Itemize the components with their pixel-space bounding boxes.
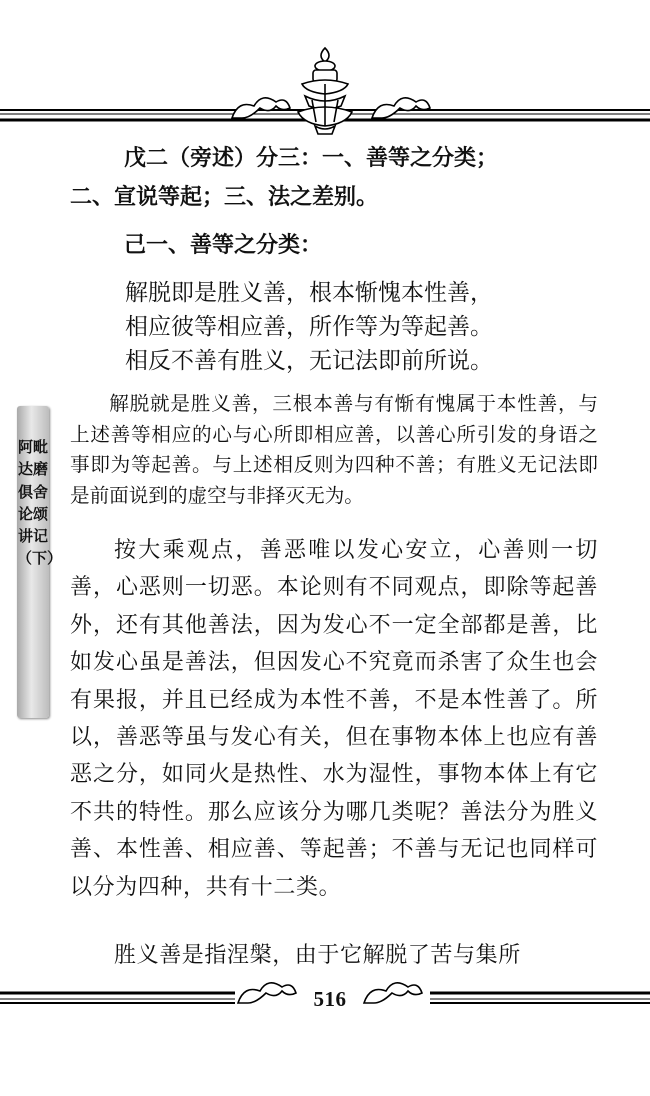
side-tab xyxy=(17,406,63,718)
page-number: 516 xyxy=(313,987,347,1011)
header-ornament xyxy=(0,40,650,140)
verse-line: 相反不善有胜义，无记法即前所说。 xyxy=(125,348,493,374)
commentary-paragraph-2: 按大乘观点，善恶唯以发心安立，心善则一切善，心恶则一切恶。本论则有不同观点，即除等起善外，还有其他善法，因为发心不一定全部都是善，比如发心虽是善法，但因发心不究竟而杀害了众生也会有果报，并且已经成为本性不善，不是本性善了。所以，善恶等虽与发心有关，但在事物本体上也应有善恶之分，如同火是热性、水为湿性，事物本体上有它不共的特性。那么应该分为哪几类呢？善法分为胜义善、本性善、相应善、等起善；不善与无记也同样可以分为四种，共有十二类。 xyxy=(70,538,598,900)
verse-line: 相应彼等相应善，所作等为等起善。 xyxy=(125,314,493,340)
verse-line: 解脱即是胜义善，根本惭愧本性善， xyxy=(125,280,493,306)
vajra-lotus-ornament-icon xyxy=(298,48,352,134)
commentary-paragraph-3: 胜义善是指涅槃，由于它解脱了苦与集所 xyxy=(114,943,521,968)
subsection-heading: 己一、善等之分类： xyxy=(124,233,323,258)
verse-block xyxy=(125,276,605,378)
section-heading-line1: 戊二（旁述）分三：一、善等之分类； xyxy=(124,146,499,171)
commentary-paragraph-1: 解脱就是胜义善，三根本善与有惭有愧属于本性善，与上述善等相应的心与心所即相应善，以善心所引发的身语之事即为等起善。与上述相反则为四种不善；有胜义无记法即是前面说到的虚空与非择灭无为。 xyxy=(70,392,598,507)
book-title-vertical: 阿毗达磨俱舍论颂讲记（下） xyxy=(17,438,63,568)
section-heading-line2: 二、宣说等起；三、法之差别。 xyxy=(70,185,379,210)
